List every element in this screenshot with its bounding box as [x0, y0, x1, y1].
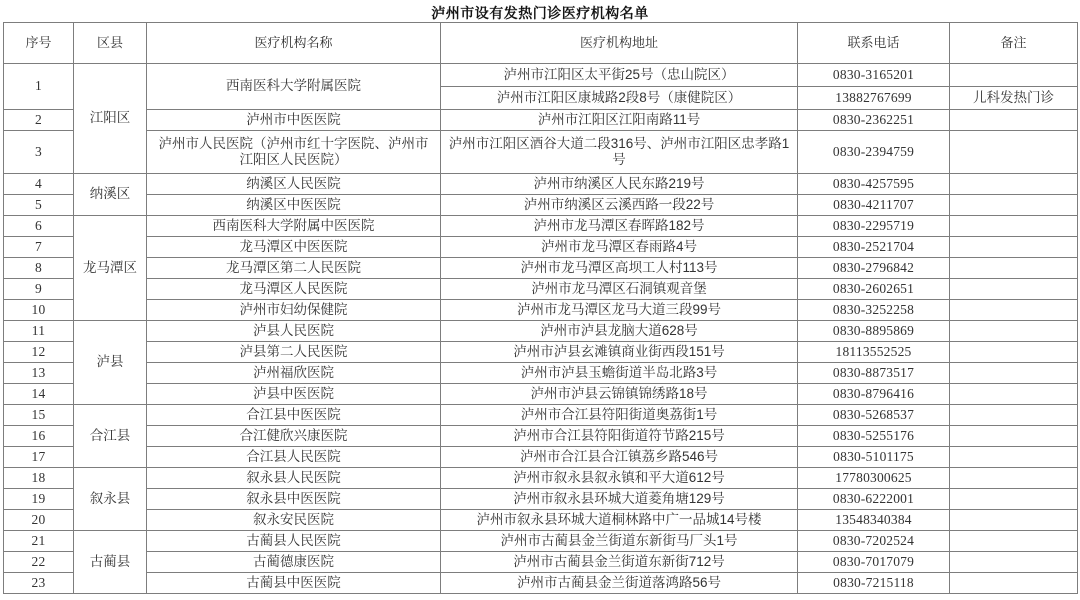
remark-cell	[950, 64, 1078, 87]
seq-cell: 7	[4, 237, 74, 258]
phone-cell: 0830-2602651	[798, 279, 950, 300]
header-row	[4, 23, 1078, 64]
name-cell: 叙永县中医医院	[147, 489, 441, 510]
remark-cell	[950, 174, 1078, 195]
address-cell: 泸州市合江县符阳街道符节路215号	[441, 426, 798, 447]
table-row	[4, 131, 1078, 174]
phone-cell: 0830-8873517	[798, 363, 950, 384]
table-header	[4, 23, 1078, 64]
remark-cell	[950, 363, 1078, 384]
remark-cell	[950, 573, 1078, 594]
name-cell: 古蔺县中医医院	[147, 573, 441, 594]
name-cell: 合江县人民医院	[147, 447, 441, 468]
seq-cell: 10	[4, 300, 74, 321]
district-cell: 古蔺县	[74, 531, 147, 594]
remark-cell	[950, 384, 1078, 405]
address-cell: 泸州市泸县龙脑大道628号	[441, 321, 798, 342]
name-cell: 泸州市人民医院（泸州市红十字医院、泸州市江阳区人民医院）	[147, 131, 441, 174]
table-row	[4, 279, 1078, 300]
seq-cell: 19	[4, 489, 74, 510]
district-cell: 江阳区	[74, 64, 147, 174]
table-row	[4, 174, 1078, 195]
seq-cell: 20	[4, 510, 74, 531]
seq-cell: 4	[4, 174, 74, 195]
address-cell: 泸州市龙马潭区春雨路4号	[441, 237, 798, 258]
phone-cell: 18113552525	[798, 342, 950, 363]
seq-cell: 13	[4, 363, 74, 384]
remark-cell	[950, 531, 1078, 552]
name-cell: 龙马潭区中医医院	[147, 237, 441, 258]
seq-cell: 3	[4, 131, 74, 174]
name-cell: 泸县中医医院	[147, 384, 441, 405]
district-cell: 合江县	[74, 405, 147, 468]
phone-cell: 0830-6222001	[798, 489, 950, 510]
table-row	[4, 468, 1078, 489]
seq-cell: 18	[4, 468, 74, 489]
remark-cell	[950, 426, 1078, 447]
remark-cell	[950, 468, 1078, 489]
table-row	[4, 405, 1078, 426]
phone-cell: 0830-2362251	[798, 110, 950, 131]
phone-cell: 0830-7202524	[798, 531, 950, 552]
table-row	[4, 64, 1078, 87]
seq-cell: 11	[4, 321, 74, 342]
address-cell: 泸州市龙马潭区龙马大道三段99号	[441, 300, 798, 321]
seq-cell: 23	[4, 573, 74, 594]
remark-cell	[950, 510, 1078, 531]
address-cell: 泸州市江阳区太平街25号（忠山院区）	[441, 64, 798, 87]
name-cell: 古蔺德康医院	[147, 552, 441, 573]
table-row	[4, 447, 1078, 468]
phone-cell: 17780300625	[798, 468, 950, 489]
name-cell: 泸县第二人民医院	[147, 342, 441, 363]
remark-cell: 儿科发热门诊	[950, 87, 1078, 110]
name-cell: 纳溪区人民医院	[147, 174, 441, 195]
district-cell: 叙永县	[74, 468, 147, 531]
table-row	[4, 237, 1078, 258]
phone-cell: 13882767699	[798, 87, 950, 110]
phone-cell: 0830-2796842	[798, 258, 950, 279]
remark-cell	[950, 342, 1078, 363]
seq-cell: 22	[4, 552, 74, 573]
district-cell: 纳溪区	[74, 174, 147, 216]
name-cell: 西南医科大学附属医院	[147, 64, 441, 110]
name-cell: 泸县人民医院	[147, 321, 441, 342]
seq-cell: 16	[4, 426, 74, 447]
table-row	[4, 573, 1078, 594]
address-cell: 泸州市叙永县环城大道菱角塘129号	[441, 489, 798, 510]
header-seq: 序号	[4, 23, 74, 64]
address-cell: 泸州市江阳区江阳南路11号	[441, 110, 798, 131]
phone-cell: 0830-5101175	[798, 447, 950, 468]
remark-cell	[950, 279, 1078, 300]
name-cell: 泸州市中医医院	[147, 110, 441, 131]
address-cell: 泸州市纳溪区人民东路219号	[441, 174, 798, 195]
seq-cell: 12	[4, 342, 74, 363]
table-row	[4, 552, 1078, 573]
district-cell: 龙马潭区	[74, 216, 147, 321]
phone-cell: 0830-4257595	[798, 174, 950, 195]
table-row	[4, 342, 1078, 363]
remark-cell	[950, 552, 1078, 573]
header-phone: 联系电话	[798, 23, 950, 64]
address-cell: 泸州市泸县玉蟾街道半岛北路3号	[441, 363, 798, 384]
district-cell: 泸县	[74, 321, 147, 405]
phone-cell: 0830-7215118	[798, 573, 950, 594]
address-cell: 泸州市江阳区康城路2段8号（康健院区）	[441, 87, 798, 110]
header-remark: 备注	[950, 23, 1078, 64]
table-body	[4, 64, 1078, 594]
phone-cell: 0830-2521704	[798, 237, 950, 258]
seq-cell: 8	[4, 258, 74, 279]
seq-cell: 6	[4, 216, 74, 237]
remark-cell	[950, 195, 1078, 216]
seq-cell: 9	[4, 279, 74, 300]
table-row	[4, 110, 1078, 131]
name-cell: 合江健欣兴康医院	[147, 426, 441, 447]
phone-cell: 0830-2295719	[798, 216, 950, 237]
table-row	[4, 384, 1078, 405]
header-district: 区县	[74, 23, 147, 64]
remark-cell	[950, 110, 1078, 131]
table-row	[4, 195, 1078, 216]
address-cell: 泸州市泸县玄滩镇商业街西段151号	[441, 342, 798, 363]
seq-cell: 5	[4, 195, 74, 216]
remark-cell	[950, 216, 1078, 237]
address-cell: 泸州市叙永县叙永镇和平大道612号	[441, 468, 798, 489]
seq-cell: 1	[4, 64, 74, 110]
phone-cell: 0830-3252258	[798, 300, 950, 321]
address-cell: 泸州市纳溪区云溪西路一段22号	[441, 195, 798, 216]
remark-cell	[950, 447, 1078, 468]
table-row	[4, 363, 1078, 384]
address-cell: 泸州市龙马潭区高坝工人村113号	[441, 258, 798, 279]
remark-cell	[950, 489, 1078, 510]
remark-cell	[950, 131, 1078, 174]
name-cell: 龙马潭区第二人民医院	[147, 258, 441, 279]
address-cell: 泸州市江阳区酒谷大道二段316号、泸州市江阳区忠孝路1号	[441, 131, 798, 174]
address-cell: 泸州市古蔺县金兰街道东新街712号	[441, 552, 798, 573]
seq-cell: 14	[4, 384, 74, 405]
name-cell: 古蔺县人民医院	[147, 531, 441, 552]
remark-cell	[950, 300, 1078, 321]
seq-cell: 21	[4, 531, 74, 552]
name-cell: 泸州福欣医院	[147, 363, 441, 384]
remark-cell	[950, 405, 1078, 426]
address-cell: 泸州市龙马潭区春晖路182号	[441, 216, 798, 237]
name-cell: 叙永安民医院	[147, 510, 441, 531]
remark-cell	[950, 321, 1078, 342]
header-name: 医疗机构名称	[147, 23, 441, 64]
table-row	[4, 258, 1078, 279]
phone-cell: 0830-8796416	[798, 384, 950, 405]
seq-cell: 15	[4, 405, 74, 426]
phone-cell: 0830-3165201	[798, 64, 950, 87]
table-row	[4, 321, 1078, 342]
name-cell: 西南医科大学附属中医医院	[147, 216, 441, 237]
seq-cell: 17	[4, 447, 74, 468]
address-cell: 泸州市合江县合江镇荔乡路546号	[441, 447, 798, 468]
table-row	[4, 216, 1078, 237]
phone-cell: 13548340384	[798, 510, 950, 531]
seq-cell: 2	[4, 110, 74, 131]
address-cell: 泸州市古蔺县金兰街道落鸿路56号	[441, 573, 798, 594]
table-row	[4, 489, 1078, 510]
address-cell: 泸州市龙马潭区石洞镇观音堡	[441, 279, 798, 300]
page-title: 泸州市设有发热门诊医疗机构名单	[431, 5, 649, 21]
phone-cell: 0830-2394759	[798, 131, 950, 174]
name-cell: 泸州市妇幼保健院	[147, 300, 441, 321]
remark-cell	[950, 237, 1078, 258]
phone-cell: 0830-4211707	[798, 195, 950, 216]
table-row	[4, 510, 1078, 531]
name-cell: 纳溪区中医医院	[147, 195, 441, 216]
header-address: 医疗机构地址	[441, 23, 798, 64]
phone-cell: 0830-5255176	[798, 426, 950, 447]
name-cell: 龙马潭区人民医院	[147, 279, 441, 300]
table-row	[4, 300, 1078, 321]
table-row	[4, 531, 1078, 552]
name-cell: 叙永县人民医院	[147, 468, 441, 489]
address-cell: 泸州市合江县符阳街道奥荔街1号	[441, 405, 798, 426]
phone-cell: 0830-8895869	[798, 321, 950, 342]
table-row	[4, 426, 1078, 447]
remark-cell	[950, 258, 1078, 279]
address-cell: 泸州市古蔺县金兰街道东新街马厂头1号	[441, 531, 798, 552]
address-cell: 泸州市泸县云锦镇锦绣路18号	[441, 384, 798, 405]
name-cell: 合江县中医医院	[147, 405, 441, 426]
phone-cell: 0830-5268537	[798, 405, 950, 426]
fever-clinic-table	[3, 22, 1078, 594]
address-cell: 泸州市叙永县环城大道桐林路中广一品城14号楼	[441, 510, 798, 531]
phone-cell: 0830-7017079	[798, 552, 950, 573]
